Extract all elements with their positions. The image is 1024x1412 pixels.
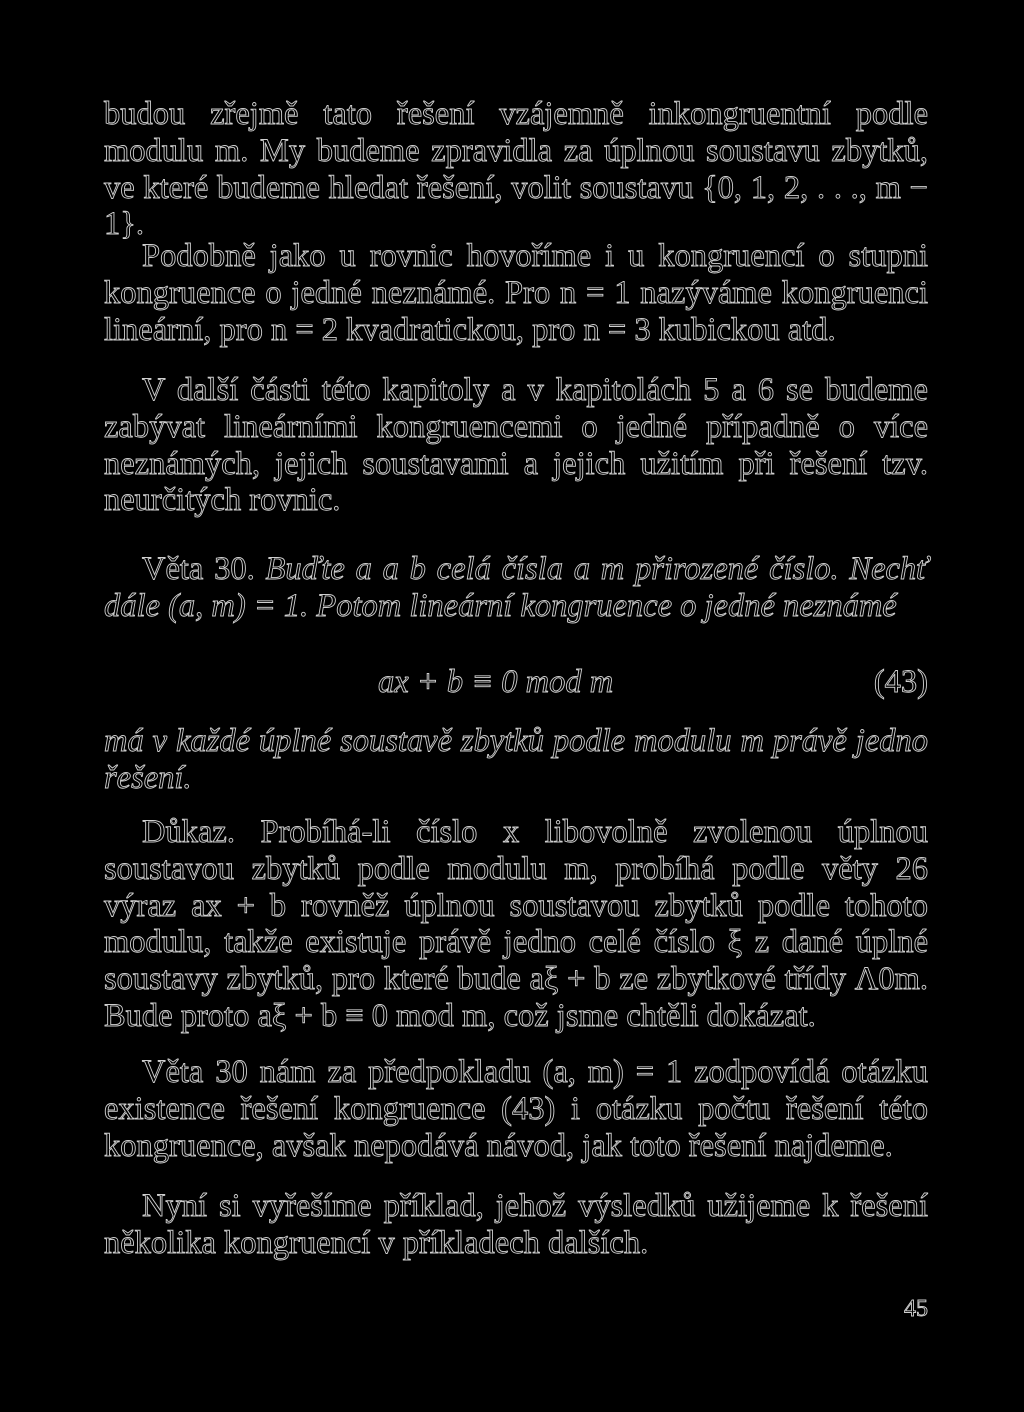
equation-body: ax + b ≡ 0 mod m	[378, 664, 614, 700]
proof-paragraph	[104, 814, 928, 1035]
page-number: 45	[904, 1296, 928, 1322]
paragraph-text: Věta 30 nám za předpokladu (a, m) = 1 zodpovídá otázku existence řešení kongruence (43) i otázku počtu řešení této kongruence, avšak nepodává návod, jak toto řešení najdeme.	[104, 1054, 928, 1164]
equation-number: (43)	[873, 664, 928, 700]
paragraph-example-intro	[104, 1188, 928, 1262]
theorem-label: Věta 30.	[142, 551, 255, 587]
paragraph-residue-system	[104, 96, 928, 243]
displayed-equation	[104, 664, 928, 701]
proof-label: Důkaz.	[142, 814, 235, 850]
paragraph-chapter-outline	[104, 372, 928, 519]
theorem-conclusion	[104, 723, 928, 797]
paragraph-theorem-remark	[104, 1054, 928, 1164]
theorem-conclusion-text: má v každé úplné soustavě zbytků podle modulu m právě jedno řešení.	[104, 723, 928, 796]
proof-text: Probíhá-li číslo x libovolně zvolenou úplnou soustavou zbytků podle modulu m, probíhá podle věty 26 výraz ax + b rovněž úplnou soustavou zbytků podle tohoto modulu, takže existuje právě jedno celé číslo ξ z dané úplné soustavy zbytků, pro které bude aξ + b ze zbytkové třídy Λ0m. Bude proto aξ + b ≡ 0 mod m, což jsme chtěli dokázat.	[104, 814, 928, 1034]
theorem-text: Buďte a a b celá čísla a m přirozené číslo. Nechť dále (a, m) = 1. Potom lineární kongruence o jedné neznámé	[104, 551, 928, 624]
theorem-statement	[104, 551, 928, 625]
paragraph-text: budou zřejmě tato řešení vzájemně inkongruentní podle modulu m. My budeme zpravidla za úplnou soustavu zbytků, ve které budeme hledat řešení, volit soustavu {0, 1, 2, . . ., m − 1}.	[104, 96, 928, 243]
paragraph-text: Podobně jako u rovnic hovoříme i u kongruencí o stupni kongruence o jedné neznámé. Pro n = 1 nazýváme kongruenci lineární, pro n = 2 kvadratickou, pro n = 3 kubickou atd.	[104, 238, 928, 348]
paragraph-text: V další části této kapitoly a v kapitolách 5 a 6 se budeme zabývat lineárními kongruencemi o jedné případně o více neznámých, jejich soustavami a jejich užitím při řešení tzv. neurčitých rovnic.	[104, 372, 928, 519]
paragraph-degree-of-congruence	[104, 238, 928, 348]
paragraph-text: Nyní si vyřešíme příklad, jehož výsledků užijeme k řešení několika kongruencí v příkladech dalších.	[104, 1188, 928, 1261]
